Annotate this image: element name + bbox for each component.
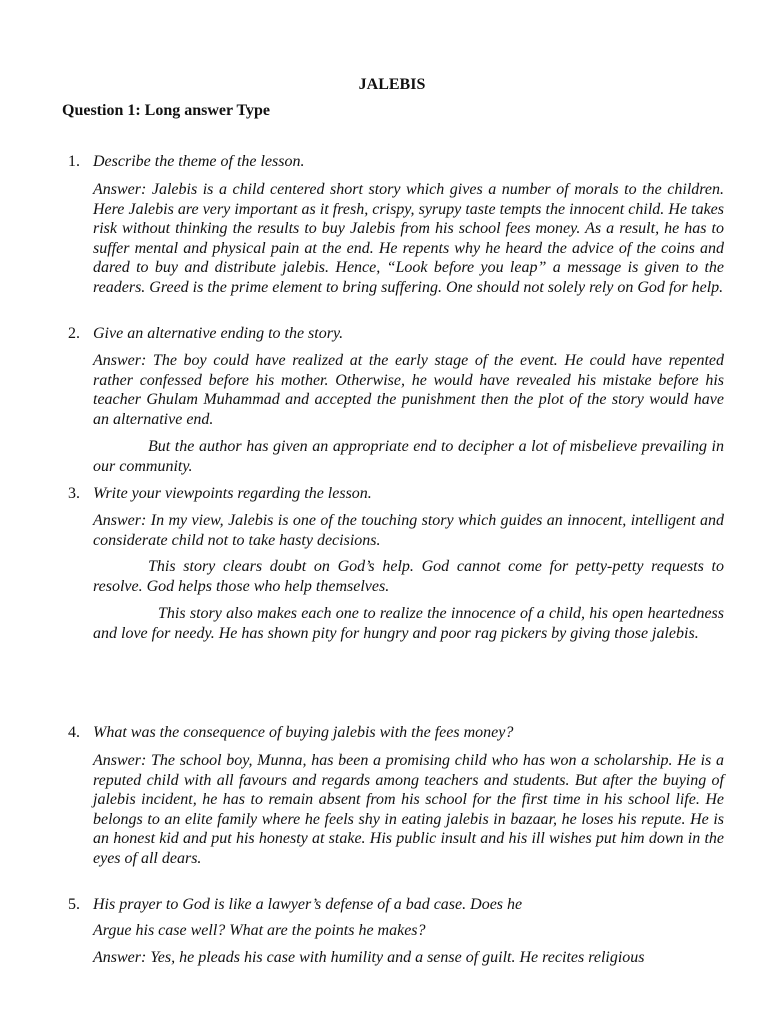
- document-title: JALEBIS: [358, 76, 426, 93]
- question-number: 1.: [68, 153, 80, 170]
- question-type-heading: Question 1: Long answer Type: [62, 102, 271, 119]
- question-number: 4.: [68, 724, 80, 741]
- question-text: Give an alternative ending to the story.: [93, 325, 344, 342]
- question-text: Argue his case well? What are the points he makes?: [93, 922, 426, 939]
- answer-paragraph: Answer: In my view, Jalebis is one of the touching story which guides an innocent, intelligent and considerate child not to take hasty decisions.: [93, 512, 724, 549]
- answer-paragraph: Answer: Jalebis is a child centered short story which gives a number of morals to the children. Here Jalebis are very important as it fresh, crispy, syrupy taste tempts the innocent child. He takes risk without thinking the results to buy Jalebis from his school fees money. As a result, he has to suffer mental and physical pain at the end. He repents why he heard the advice of the coins and dared to buy and distribute jalebis. Hence, “Look before you leap” a message is given to the readers. Greed is the prime element to bring suffering. One should not solely rely on God for help.: [93, 181, 724, 296]
- question-text: What was the consequence of buying jalebis with the fees money?: [93, 724, 514, 741]
- answer-paragraph: Answer: The school boy, Munna, has been a promising child who has won a scholarship. He is a reputed child with all favours and regards among teachers and students. But after the buying of jalebis incident, he has to remain absent from his school for the first time in his school life. He belongs to an elite family where he feels shy in eating jalebis in bazaar, he loses his repute. He is an honest kid and put his honesty at stake. His public insult and his ill wishes put him down in the eyes of all dears.: [93, 752, 724, 867]
- question-text: Describe the theme of the lesson.: [93, 153, 305, 170]
- answer-paragraph: This story also makes each one to realize the innocence of a child, his open heartedness and love for needy. He has shown pity for hungry and poor rag pickers by giving those jalebis.: [93, 605, 724, 642]
- answer-paragraph: This story clears doubt on God’s help. God cannot come for petty-petty requests to resolve. God helps those who help themselves.: [93, 558, 724, 595]
- question-text: Write your viewpoints regarding the lesson.: [93, 485, 372, 502]
- question-number: 3.: [68, 485, 80, 502]
- answer-paragraph: Answer: Yes, he pleads his case with humility and a sense of guilt. He recites religious: [93, 949, 645, 966]
- answer-paragraph: But the author has given an appropriate end to decipher a lot of misbelieve prevailing in our community.: [93, 438, 724, 475]
- answer-paragraph: Answer: The boy could have realized at the early stage of the event. He could have repented rather confessed before his mother. Otherwise, he would have revealed his mistake before his teacher Ghulam Muhammad and accepted the punishment then the plot of the story would have an alternative end.: [93, 352, 724, 428]
- question-text: His prayer to God is like a lawyer’s defense of a bad case. Does he: [93, 896, 523, 913]
- question-number: 5.: [68, 896, 80, 913]
- question-number: 2.: [68, 325, 80, 342]
